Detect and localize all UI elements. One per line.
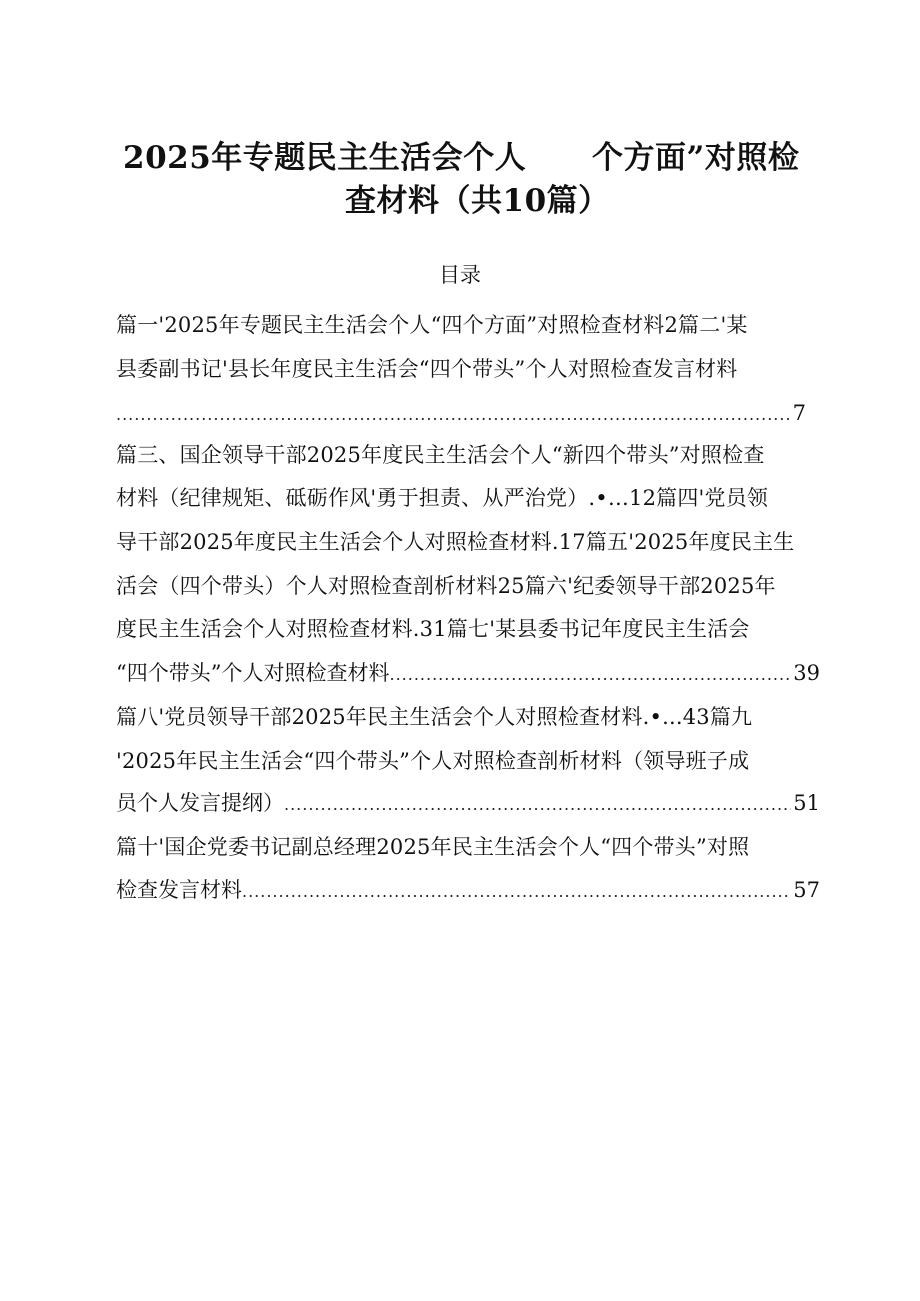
toc-heading: 目录 bbox=[439, 263, 481, 287]
toc-dot-leader-line bbox=[116, 658, 820, 690]
toc-line: 县委副书记'县长年度民主生活会“四个带头”个人对照检查发言材料 bbox=[116, 357, 738, 381]
toc-page-number: 39 bbox=[793, 661, 820, 685]
toc-dot-leader-line bbox=[116, 875, 820, 907]
document-title-line-1b: 个方面”对照检 bbox=[592, 140, 800, 176]
document-title-line-1a: 2025年专题民主生活会个人 bbox=[123, 140, 527, 176]
dot-leader bbox=[116, 400, 791, 430]
dot-leader bbox=[389, 660, 791, 690]
toc-dot-leader-line bbox=[116, 398, 806, 430]
toc-line: 篇三、国企领导干部2025年度民主生活会个人“新四个带头”对照检查 bbox=[116, 443, 765, 467]
dot-leader bbox=[284, 790, 791, 820]
toc-line-text: “四个带头”个人对照检查材料 bbox=[116, 661, 390, 685]
toc-line: 度民主生活会个人对照检查材料.31篇七'某县委书记年度民主生活会 bbox=[116, 617, 750, 641]
toc-line: '2025年民主生活会“四个带头”个人对照检查剖析材料（领导班子成 bbox=[116, 749, 750, 773]
toc-page-number: 7 bbox=[792, 401, 806, 425]
toc-line: 材料（纪律规矩、砥砺作风'勇于担责、从严治党）.•…12篇四'党员领 bbox=[116, 486, 769, 510]
document-title-line-2: 查材料（共10篇） bbox=[345, 183, 610, 219]
dot-leader bbox=[242, 877, 791, 907]
toc-line-text: 检查发言材料 bbox=[116, 878, 242, 902]
toc-line: 导干部2025年度民主生活会个人对照检查材料.17篇五'2025年度民主生 bbox=[116, 530, 795, 554]
toc-line-text: 员个人发言提纲） bbox=[116, 791, 284, 815]
toc-line: 篇十'国企党委书记副总经理2025年民主生活会个人“四个带头”对照 bbox=[116, 835, 750, 859]
toc-line: 篇一'2025年专题民主生活会个人“四个方面”对照检查材料2篇二'某 bbox=[116, 313, 748, 337]
toc-page-number: 57 bbox=[793, 878, 820, 902]
toc-line: 活会（四个带头）个人对照检查剖析材料25篇六'纪委领导干部2025年 bbox=[116, 574, 776, 598]
toc-page-number: 51 bbox=[793, 791, 820, 815]
toc-dot-leader-line bbox=[116, 788, 820, 820]
toc-line: 篇八'党员领导干部2025年民主生活会个人对照检查材料.•...43篇九 bbox=[116, 705, 753, 729]
